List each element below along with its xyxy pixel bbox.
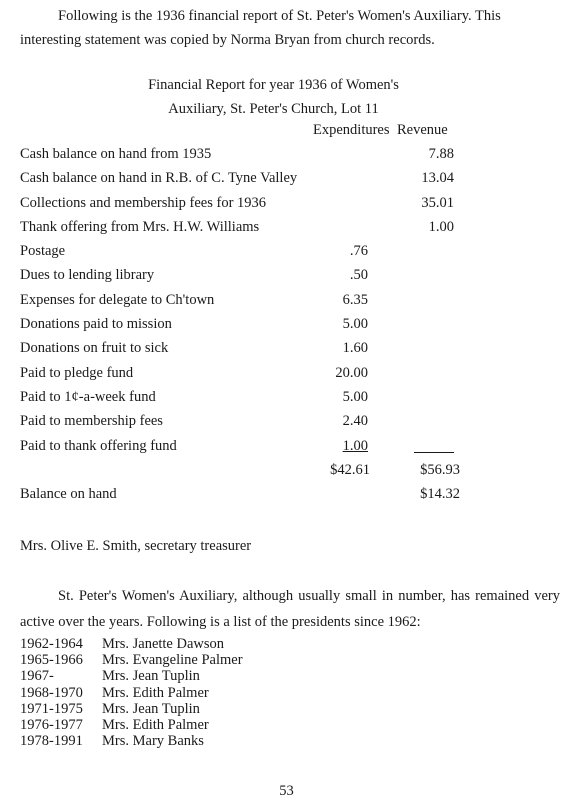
ledger-row-label: Paid to thank offering fund — [20, 437, 177, 454]
ledger-row — [20, 146, 560, 170]
list-item — [20, 717, 320, 733]
ledger-row-expenditure: 5.00 — [342, 388, 368, 405]
president-name: Mrs. Janette Dawson — [102, 636, 225, 652]
list-item — [20, 668, 320, 684]
ledger-row — [20, 292, 560, 316]
ledger-row-expenditure: 5.00 — [342, 316, 368, 333]
president-name: Mrs. Edith Palmer — [102, 684, 209, 701]
president-years: 1965-1966 — [20, 652, 83, 669]
ledger-row — [20, 267, 560, 291]
ledger-row — [20, 389, 560, 413]
list-item — [20, 685, 320, 701]
ledger-row-label: Dues to lending library — [20, 267, 155, 284]
ledger-row-expenditure: .50 — [349, 267, 368, 284]
ledger-table — [20, 146, 560, 510]
intro-paragraph: Following is the 1936 financial report of St. Peter's Women's Auxiliary. This interesting statement was copied by Norma Bryan from church records. — [20, 8, 501, 48]
ledger-row-expenditure: .76 — [349, 243, 368, 260]
president-years: 1971-1975 — [20, 700, 83, 717]
ledger-row-label: Donations paid to mission — [20, 316, 172, 333]
president-years: 1976-1977 — [20, 716, 83, 733]
president-years: 1968-1970 — [20, 684, 83, 701]
list-item — [20, 733, 320, 749]
total-revenue: $56.93 — [420, 461, 460, 478]
ledger-row — [20, 219, 560, 243]
report-title-line-2: Auxiliary, St. Peter's Church, Lot 11 — [168, 101, 379, 117]
totals-row — [20, 462, 560, 486]
ledger-row-expenditure: 2.40 — [342, 413, 368, 430]
ledger-row — [20, 316, 560, 340]
signature-line: Mrs. Olive E. Smith, secretary treasurer — [20, 538, 252, 554]
ledger-row — [20, 195, 560, 219]
president-years: 1962-1964 — [20, 636, 83, 652]
ledger-row-expenditure: 6.35 — [342, 291, 368, 308]
ledger-row — [20, 243, 560, 267]
ledger-row-label: Paid to 1¢-a-week fund — [20, 388, 156, 405]
ledger-row — [20, 170, 560, 194]
ledger-row-label: Postage — [20, 243, 66, 260]
president-years: 1978-1991 — [20, 733, 83, 750]
ledger-row-label: Collections and membership fees for 1936 — [20, 194, 267, 211]
list-item — [20, 701, 320, 717]
ledger-row-revenue: 13.04 — [421, 170, 454, 187]
revenue-header: Revenue — [397, 122, 448, 138]
ledger-row-expenditure: 20.00 — [335, 364, 368, 381]
ledger-row-label: Thank offering from Mrs. H.W. Williams — [20, 218, 260, 235]
ledger-row-revenue: 35.01 — [421, 194, 454, 211]
ledger-row — [20, 340, 560, 364]
ledger-row-expenditure: 1.60 — [342, 340, 368, 357]
ledger-row-label: Donations on fruit to sick — [20, 340, 169, 357]
balance-row — [20, 486, 560, 510]
presidents-list — [20, 636, 320, 749]
list-item — [20, 636, 320, 652]
president-years: 1967- — [20, 668, 54, 685]
ledger-row — [20, 365, 560, 389]
president-name: Mrs. Mary Banks — [102, 733, 204, 750]
ledger-row-label: Cash balance on hand from 1935 — [20, 146, 212, 162]
president-name: Mrs. Jean Tuplin — [102, 668, 200, 685]
ledger-row-revenue: 1.00 — [428, 218, 454, 235]
ledger-row-label: Paid to pledge fund — [20, 364, 134, 381]
balance-amount: $14.32 — [420, 486, 460, 503]
ledger-row-expenditure: 1.00 — [342, 437, 368, 454]
presidents-intro-paragraph: St. Peter's Women's Auxiliary, although usually small in number, has remained very active over the years. Following is a list of the presidents since 1962: — [20, 588, 560, 630]
president-name: Mrs. Evangeline Palmer — [102, 652, 243, 669]
page-number: 53 — [279, 783, 294, 799]
president-name: Mrs. Edith Palmer — [102, 716, 209, 733]
report-title-line-1: Financial Report for year 1936 of Women's — [148, 77, 399, 93]
report-title — [0, 73, 573, 121]
ledger-row-label: Cash balance on hand in R.B. of C. Tyne Valley — [20, 170, 298, 187]
column-headers — [0, 122, 573, 142]
balance-label: Balance on hand — [20, 486, 117, 503]
ledger-row — [20, 413, 560, 437]
ledger-row-label: Paid to membership fees — [20, 413, 163, 430]
ledger-row — [20, 438, 560, 462]
total-expenditures: $42.61 — [330, 461, 370, 478]
ledger-row-revenue: 7.88 — [428, 146, 454, 162]
ledger-row-label: Expenses for delegate to Ch'town — [20, 291, 215, 308]
president-name: Mrs. Jean Tuplin — [102, 700, 200, 717]
expenditures-header: Expenditures — [313, 122, 390, 138]
revenue-total-rule — [414, 452, 454, 453]
list-item — [20, 652, 320, 668]
